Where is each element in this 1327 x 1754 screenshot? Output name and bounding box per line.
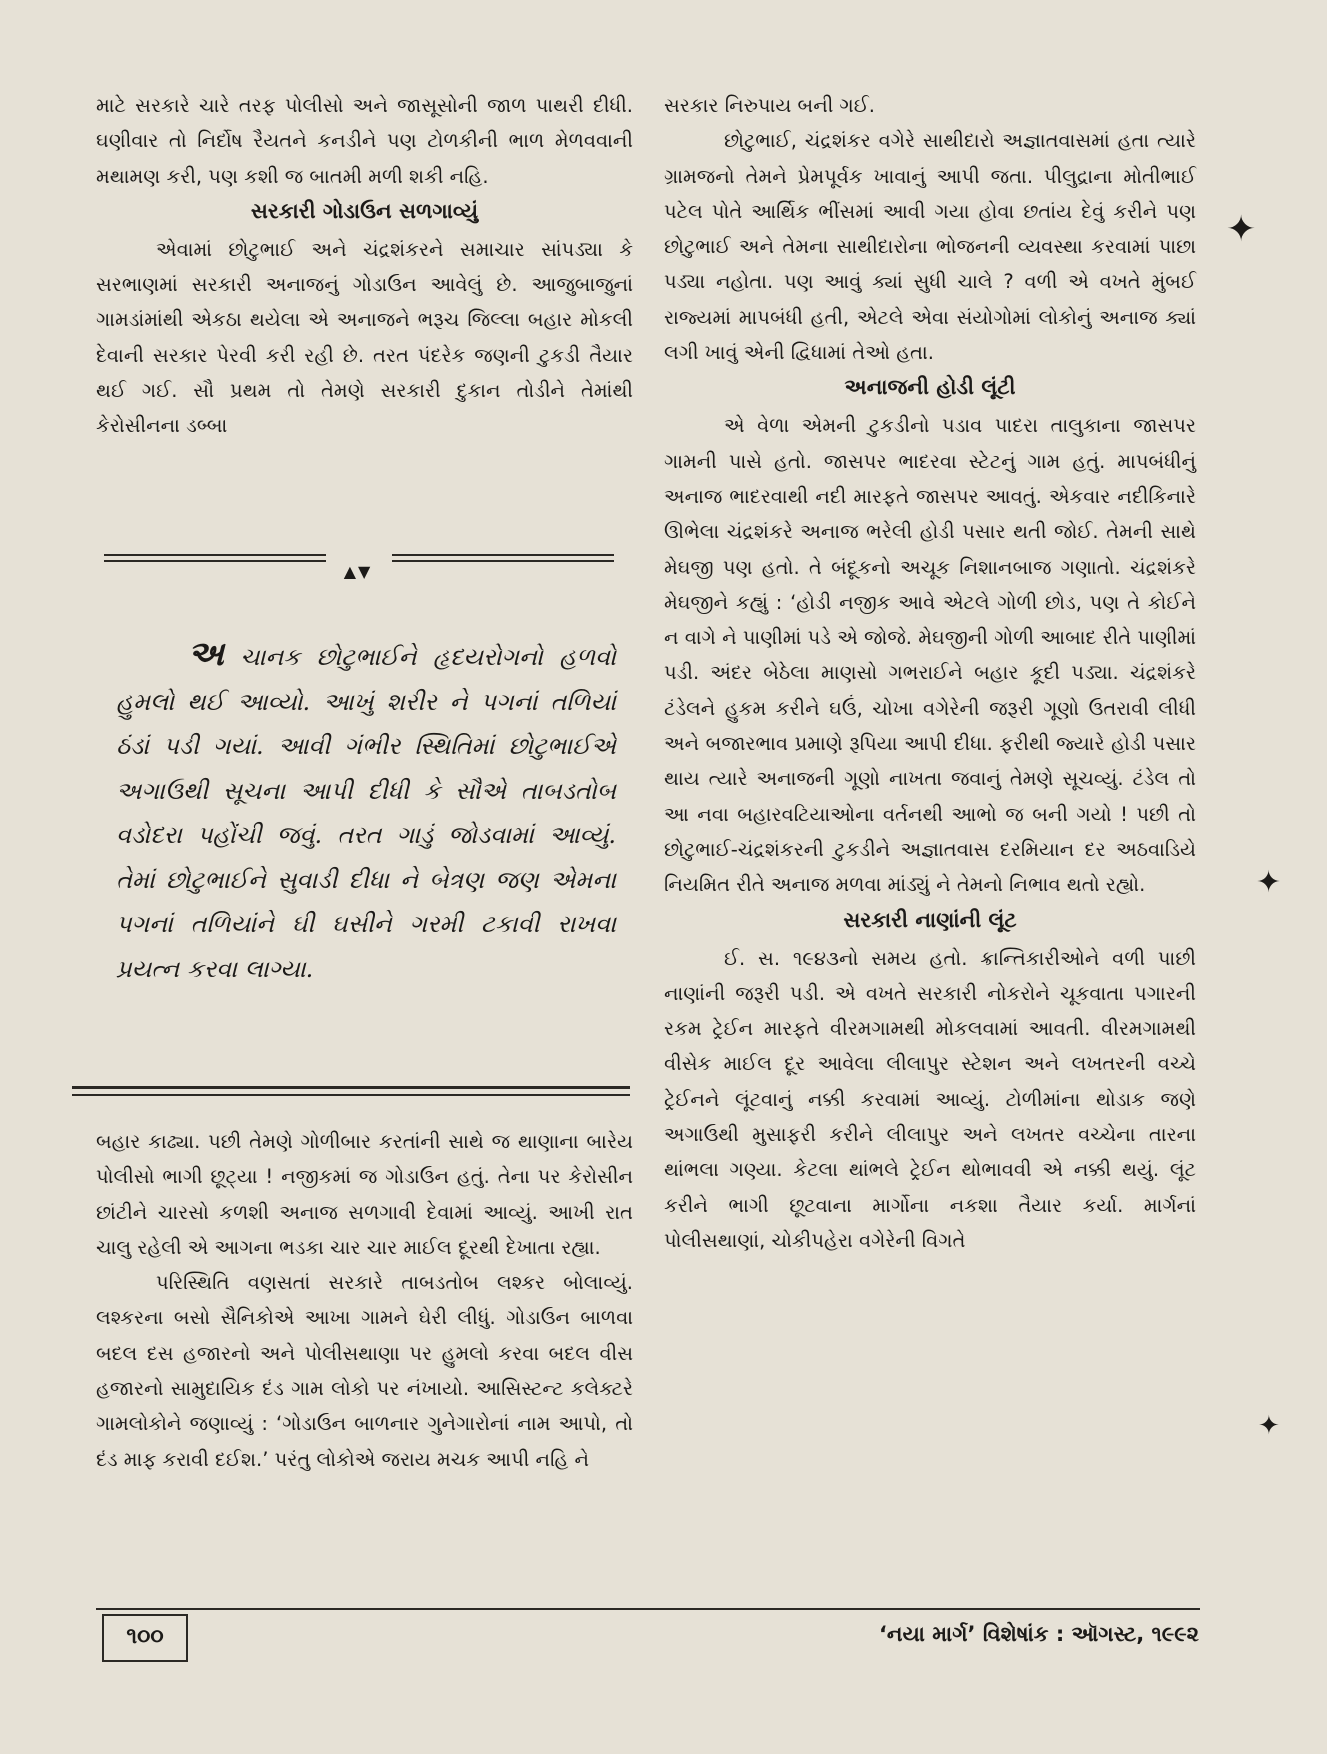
- paragraph: બહાર કાઢ્યા. પછી તેમણે ગોળીબાર કરતાંની સાથે જ થાણાના બારેય પોલીસો ભાગી છૂટ્યા ! નજીકમાં જ ગોડાઉન હતું. તેના પર કેરોસીન છાંટીને ચારસો કળશી અનાજ સળગાવી દેવામાં આવ્યું. આખી રાત ચાલુ રહેલી એ આગના ભડકા ચાર ચાર માઈલ દૂરથી દેખાતા રહ્યા.: [96, 1130, 633, 1259]
- section-heading-godown: સરકારી ગોડાઉન સળગાવ્યું: [250, 198, 479, 223]
- divider-right: [392, 554, 614, 562]
- quote-bottom-rule: [72, 1086, 630, 1096]
- triangle-marker-icon: ▲▼: [343, 562, 373, 581]
- section-heading-boat: અનાજની હોડી લૂંટી: [844, 375, 1016, 400]
- paragraph: સરકાર નિરુપાય બની ગઈ.: [664, 94, 875, 117]
- section-heading-money: સરકારી નાણાંની લૂંટ: [843, 907, 1017, 932]
- drop-letter: અ: [188, 634, 224, 674]
- page-number: ૧૦૦: [102, 1614, 188, 1662]
- right-column: [664, 88, 1196, 1258]
- paragraph: એ વેળા એમની ટુકડીનો પડાવ પાદરા તાલુકાના જાસપર ગામની પાસે હતો. જાસપર ભાદરવા સ્ટેટનું ગામ હતું. માપબંધીનું અનાજ ભાદરવાથી નદી મારફતે જાસપર આવતું. એકવાર નદીકિનારે ઊભેલા ચંદ્રશંકરે અનાજ ભરેલી હોડી પસાર થતી જોઈ. તેમની સાથે મેઘજી પણ હતો. તે બંદૂકનો અચૂક નિશાનબાજ ગણાતો. ચંદ્રશંકરે મેઘજીને કહ્યું : ‘હોડી નજીક આવે એટલે ગોળી છોડ, પણ તે કોઈને ન વાગે ને પાણીમાં પડે એ જોજે. મેઘજીની ગોળી આબાદ રીતે પાણીમાં પડી. અંદર બેઠેલા માણસો ગભરાઈને બહાર કૂદી પડ્યા. ચંદ્રશંકરે ટંડેલને હુકમ કરીને ઘઉં, ચોખા વગેરેની જરૂરી ગૂણો ઉતરાવી લીધી અને બજારભાવ પ્રમાણે રૂપિયા આપી દીધા. ફરીથી જ્યારે હોડી પસાર થાય ત્યારે અનાજની ગૂણો નાખતા જવાનું તેમણે સૂચવ્યું. ટંડેલ તો આ નવા બહારવટિયાઓના વર્તનથી આભો જ બની ગયો ! પછી તો છોટુભાઈ-ચંદ્રશંકરની ટુકડીને અજ્ઞાતવાસ દરમિયાન દર અઠવાડિયે નિયમિત રીતે અનાજ મળવા માંડ્યું ને તેમનો નિભાવ થતો રહ્યો.: [664, 414, 1196, 897]
- left-column-bottom: [96, 1124, 633, 1477]
- paragraph: માટે સરકારે ચારે તરફ પોલીસો અને જાસૂસોની જાળ પાથરી દીધી. ઘણીવાર તો નિર્દોષ રૈયતને કનડીને પણ ટોળકીની ભાળ મેળવવાની મથામણ કરી, પણ કશી જ બાતમી મળી શકી નહિ.: [96, 94, 633, 188]
- pull-quote: [116, 632, 616, 991]
- ink-spot-icon: ✦: [1226, 209, 1257, 250]
- paragraph: પરિસ્થિતિ વણસતાં સરકારે તાબડતોબ લશ્કર બોલાવ્યું. લશ્કરના બસો સૈનિકોએ આખા ગામને ઘેરી લીધું. ગોડાઉન બાળવા બદલ દસ હજારનો અને પોલીસથાણા પર હુમલો કરવા બદલ વીસ હજારનો સામુદાયિક દંડ ગામ લોકો પર નંખાયો. આસિસ્ટન્ટ કલેક્ટરે ગામલોકોને જણાવ્યું : ‘ગોડાઉન બાળનાર ગુનેગારોનાં નામ આપો, તો દંડ માફ કરાવી દઈશ.’ પરંતુ લોકોએ જરાય મચક આપી નહિ ને: [96, 1271, 633, 1471]
- ink-spot-icon: ✦: [1258, 1411, 1280, 1441]
- paragraph: છોટુભાઈ, ચંદ્રશંકર વગેરે સાથીદારો અજ્ઞાતવાસમાં હતા ત્યારે ગ્રામજનો તેમને પ્રેમપૂર્વક ખાવાનું આપી જતા. પીલુદ્રાના મોતીભાઈ પટેલ પોતે આર્થિક ભીંસમાં આવી ગયા હોવા છતાંય દેવું કરીને પણ છોટુભાઈ અને તેમના સાથીદારોના ભોજનની વ્યવસ્થા કરવામાં પાછા પડ્યા નહોતા. પણ આવું ક્યાં સુધી ચાલે ? વળી એ વખતે મુંબઈ રાજ્યમાં માપબંધી હતી, એટલે એવા સંયોગોમાં લોકોનું અનાજ ક્યાં લગી ખાવું એની દ્વિધામાં તેઓ હતા.: [664, 129, 1196, 365]
- paragraph: ઈ. સ. ૧૯૪૩નો સમય હતો. ક્રાન્તિકારીઓને વળી પાછી નાણાંની જરૂરી પડી. એ વખતે સરકારી નોકરોને ચૂકવાતા પગારની રકમ ટ્રેઈન મારફતે વીરમગામથી મોકલવામાં આવતી. વીરમગામથી વીસેક માઈલ દૂર આવેલા લીલાપુર સ્ટેશન અને લખતરની વચ્ચે ટ્રેઈનને લૂંટવાનું નક્કી કરવામાં આવ્યું. ટોળીમાંના થોડાક જણે અગાઉથી મુસાફરી કરીને લીલાપુર અને લખતર વચ્ચેના તારના થાંભલા ગણ્યા. કેટલા થાંભલે ટ્રેઈન થોભાવવી એ નક્કી થયું. લૂંટ કરીને ભાગી છૂટવાના માર્ગોના નકશા તૈયાર કર્યા. માર્ગનાં પોલીસથાણાં, ચોકીપહેરા વગેરેની વિગતે: [664, 946, 1196, 1252]
- footer-rule: [96, 1608, 1200, 1610]
- pull-quote-text: ચાનક છોટુભાઈને હૃદયરોગનો હળવો હુમલો થઈ આવ્યો. આખું શરીર ને પગનાં તળિયાં ઠંડાં પડી ગયાં. આવી ગંભીર સ્થિતિમાં છોટુભાઈએ અગાઉથી સૂચના આપી દીધી કે સૌએ તાબડતોબ વડોદરા પહોંચી જવું. તરત ગાડું જોડવામાં આવ્યું. તેમાં છોટુભાઈને સુવાડી દીધા ને બેત્રણ જણ એમના પગનાં તળિયાંને ઘી ઘસીને ગરમી ટકાવી રાખવા પ્રયત્ન કરવા લાગ્યા.: [116, 643, 616, 983]
- issue-title: ‘નયા માર્ગ’ વિશેષાંક : ઑગસ્ટ, ૧૯૯૨: [878, 1622, 1199, 1646]
- ink-spot-icon: ✦: [1256, 865, 1282, 900]
- divider-left: [104, 554, 326, 562]
- left-column-top: [96, 88, 633, 444]
- paragraph: એવામાં છોટુભાઈ અને ચંદ્રશંકરને સમાચાર સાંપડ્યા કે સરભાણમાં સરકારી અનાજનું ગોડાઉન આવેલું છે. આજુબાજુનાં ગામડાંમાંથી એકઠા થયેલા એ અનાજને ભરૂચ જિલ્લા બહાર મોકલી દેવાની સરકાર પેરવી કરી રહી છે. તરત પંદરેક જણની ટુકડી તૈયાર થઈ ગઈ. સૌ પ્રથમ તો તેમણે સરકારી દુકાન તોડીને તેમાંથી કેરોસીનના ડબ્બા: [96, 237, 633, 438]
